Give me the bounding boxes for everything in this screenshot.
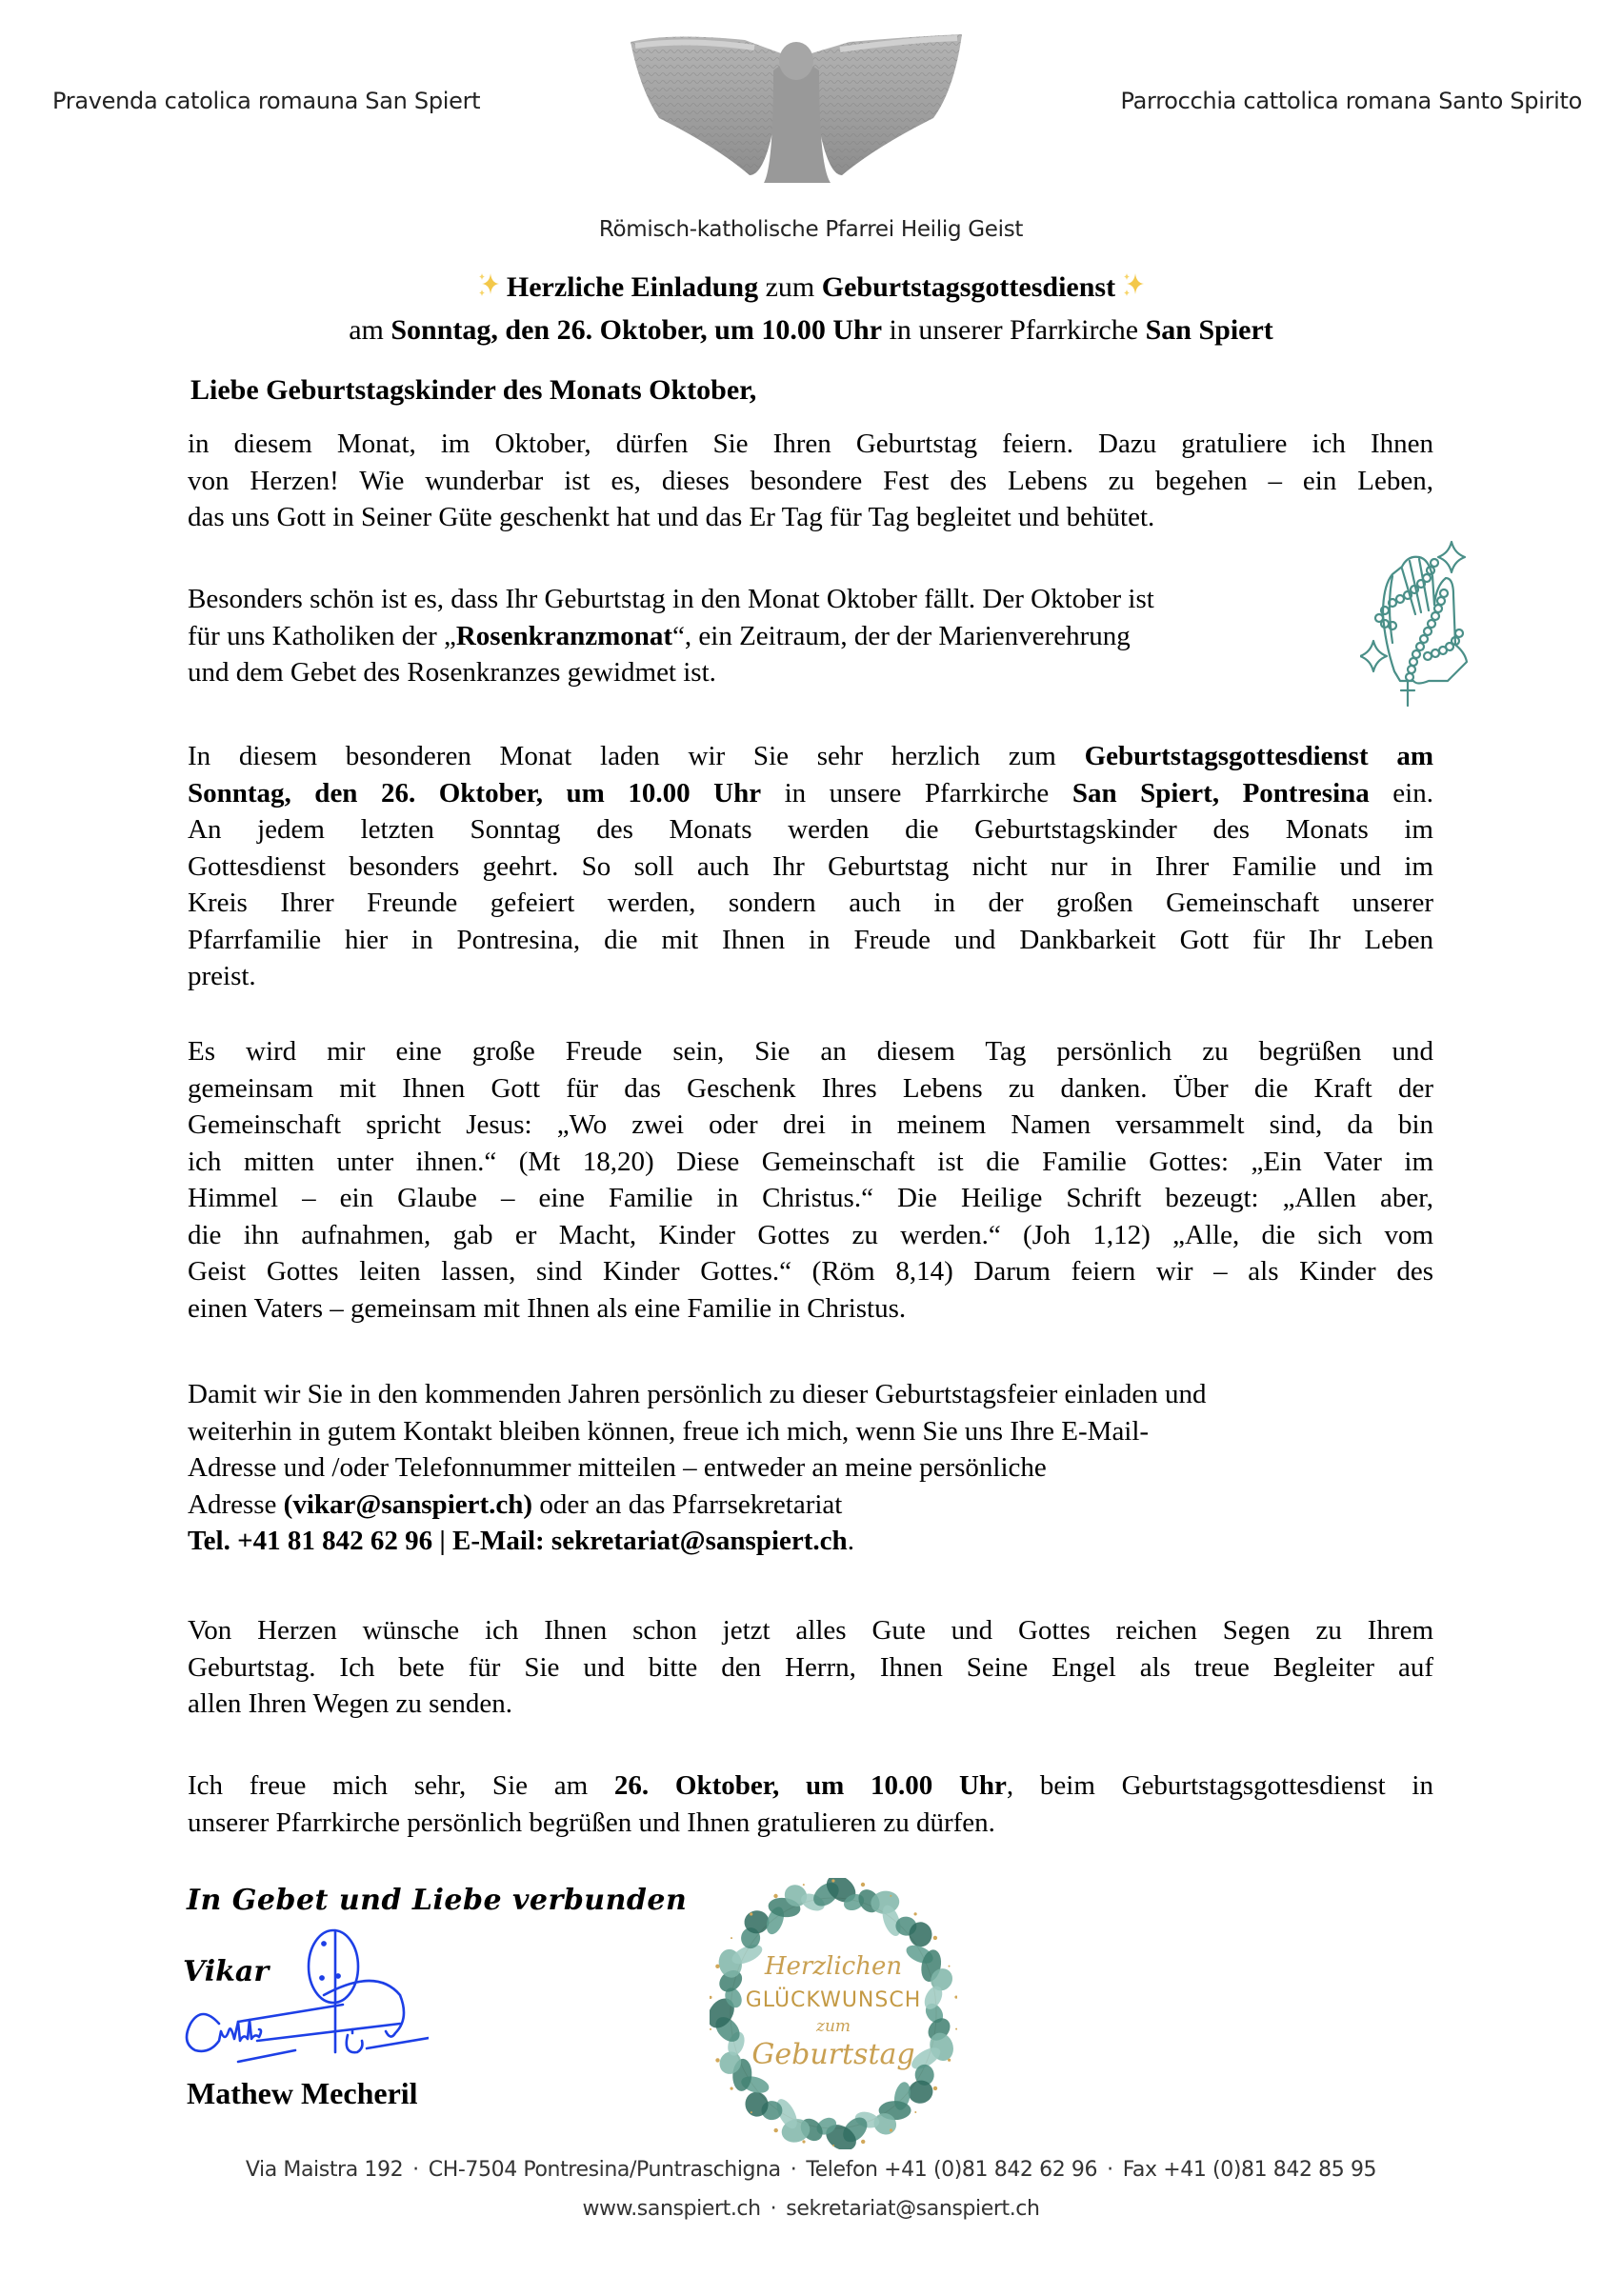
headline-connector: zum [758, 271, 822, 303]
text: , beim Geburtstagsgottesdienst in [1006, 1770, 1433, 1801]
separator: · [412, 2158, 419, 2182]
event-date: Sonntag, den 26. Oktober, um 10.00 Uhr [188, 777, 762, 809]
church-location: San Spiert, Pontresina [1071, 777, 1370, 809]
praying-hands-rosary-icon [1360, 538, 1476, 709]
footer-address: Via Maistra 192 [245, 2158, 404, 2182]
text: . [847, 1526, 854, 1556]
text-line: Besonders schön ist es, dass Ihr Geburtstag in den Monat Oktober fällt. Der Oktober ist [188, 584, 1154, 614]
text-line [188, 618, 1340, 655]
handwritten-signature-icon [181, 1928, 429, 2071]
paragraph-congratulations [188, 426, 1433, 536]
letter-greeting: Liebe Geburtstagskinder des Monats Oktober, [190, 374, 757, 406]
stone-dove-logo [631, 32, 962, 187]
paragraph-community [188, 1033, 1433, 1327]
separator: · [770, 2197, 777, 2221]
text: “, ein Zeitraum, der der Marienverehrung [672, 620, 1131, 651]
paragraph-closing [188, 1767, 1433, 1841]
signer-title: Vikar [183, 1955, 270, 1988]
paragraph-contact [188, 1376, 1433, 1560]
text-line [188, 775, 1433, 812]
invitation-date-line [0, 313, 1622, 348]
footer-city: CH-7504 Pontresina/Puntraschigna [428, 2158, 781, 2182]
rosary-month-term: Rosenkranzmonat [455, 620, 673, 651]
wreath-text-glueckwunsch: GLÜCKWUNSCH [745, 1988, 922, 2012]
wreath-text-geburtstag: Geburtstag [751, 2038, 915, 2071]
footer-fax: Fax +41 (0)81 842 85 95 [1122, 2158, 1377, 2182]
separator: · [1107, 2158, 1113, 2182]
paragraph-invitation [188, 738, 1433, 995]
text-line: gemeinsam mit Ihnen Gott für das Geschenk Ihres Lebens zu danken. Über die Kraft der [188, 1072, 1433, 1104]
text-line: Geist Gottes leiten lassen, sind Kinder Gottes.“ (Röm 8,14) Darum feiern wir – als Kinder des [188, 1256, 1433, 1287]
service-name: Geburtstagsgottesdienst am [1084, 741, 1433, 771]
text-line: einen Vaters – gemeinsam mit Ihnen als eine Familie in Christus. [188, 1292, 907, 1324]
headline-service: Geburtstagsgottesdienst [821, 271, 1116, 303]
text: oder an das Pfarrsekretariat [532, 1488, 843, 1520]
text-line: Von Herzen wünsche ich Ihnen schon jetzt alles Gute und Gottes reichen Segen zu Ihrem [188, 1615, 1433, 1646]
text: Adresse [188, 1488, 284, 1520]
closing-salutation: In Gebet und Liebe verbunden [187, 1884, 688, 1917]
footer-website-link[interactable]: www.sanspiert.ch [582, 2197, 761, 2221]
sparkles-icon [1121, 271, 1146, 300]
text: für uns Katholiken der „ [188, 620, 456, 651]
footer-phone[interactable]: Telefon +41 (0)81 842 62 96 [806, 2158, 1098, 2182]
text-line: das uns Gott in Seiner Güte geschenkt hat und das Er Tag für Tag begleitet und behütet. [188, 502, 1155, 532]
text: In diesem besonderen Monat laden wir Sie sehr herzlich zum [188, 741, 1085, 771]
text-line: von Herzen! Wie wunderbar ist es, dieses besondere Fest des Lebens zu begehen – ein Leben, [188, 465, 1433, 496]
text-line: unserer Pfarrkirche persönlich begrüßen und Ihnen gratulieren zu dürfen. [188, 1807, 995, 1838]
text-line: Gottesdienst besonders geehrt. So soll auch Ihr Geburtstag nicht nur in Ihrer Familie und im [188, 850, 1433, 882]
text-line: ich mitten unter ihnen.“ (Mt 18,20) Diese Gemeinschaft ist die Familie Gottes: „Ein Vater im [188, 1146, 1433, 1177]
paragraph-blessing [188, 1612, 1433, 1723]
separator: · [790, 2158, 797, 2182]
paragraph-rosary-month [188, 581, 1340, 691]
wreath-text-zum: zum [815, 2017, 851, 2036]
text-line: Gemeinschaft spricht Jesus: „Wo zwei oder drei in meinem Namen versammelt sind, da bin [188, 1109, 1433, 1140]
text-line: weiterhin in gutem Kontakt bleiben können, freue ich mich, wenn Sie uns Ihre E-Mail- [188, 1415, 1150, 1447]
wreath-text-herzlichen: Herzlichen [764, 1952, 903, 1981]
header-romansh-name: Pravenda catolica romauna San Spiert [52, 88, 481, 114]
text-line [188, 738, 1433, 775]
text: ein. [1369, 777, 1433, 809]
text: Ich freue mich sehr, Sie am [188, 1770, 614, 1801]
text-line: An jedem letzten Sonntag des Monats werden die Geburtstagskinder des Monats im [188, 814, 1433, 845]
text-line: in diesem Monat, im Oktober, dürfen Sie Ihren Geburtstag feiern. Dazu gratuliere ich Ihnen [188, 429, 1433, 459]
text: in unserer Pfarrkirche [882, 314, 1146, 346]
church-name: San Spiert [1145, 314, 1273, 346]
text-line [188, 1523, 1433, 1560]
text-line: Damit wir Sie in den kommenden Jahren persönlich zu dieser Geburtstagsfeier einladen und [188, 1379, 1207, 1409]
text-line: die ihn aufnahmen, gab er Macht, Kinder Gottes zu werden.“ (Joh 1,12) „Alle, die sich vom [188, 1219, 1433, 1250]
invitation-headline [0, 270, 1622, 305]
headline-invitation: Herzliche Einladung [506, 271, 759, 303]
birthday-wreath-image [710, 1878, 957, 2149]
sparkles-icon [476, 271, 501, 300]
text-line [188, 1487, 1433, 1524]
header-german-name: Römisch-katholische Pfarrei Heilig Geist [598, 217, 1024, 242]
text-line: preist. [188, 961, 256, 991]
vikar-email-link[interactable]: (vikar@sanspiert.ch) [283, 1488, 533, 1520]
text-line: Es wird mir eine große Freude sein, Sie an diesem Tag persönlich zu begrüßen und [188, 1036, 1433, 1067]
text-line: Geburtstag. Ich bete für Sie und bitte den Herrn, Ihnen Seine Engel als treue Begleiter auf [188, 1651, 1433, 1683]
text-line: Pfarrfamilie hier in Pontresina, die mit Ihnen in Freude und Dankbarkeit Gott für Ihr Leben [188, 924, 1433, 955]
text-line: und dem Gebet des Rosenkranzes gewidmet ist. [188, 657, 716, 688]
text-line: Adresse und /oder Telefonnummer mitteilen – entweder an meine persönliche [188, 1452, 1047, 1483]
signer-name: Mathew Mecheril [187, 2076, 418, 2110]
text-line: Kreis Ihrer Freunde gefeiert werden, sondern auch in der großen Gemeinschaft unserer [188, 888, 1433, 918]
footer-email-link[interactable]: sekretariat@sanspiert.ch [786, 2197, 1040, 2221]
text: in unsere Pfarrkirche [761, 777, 1072, 809]
header-italian-name: Parrocchia cattolica romana Santo Spirito [1120, 88, 1582, 114]
text-line: Himmel – ein Glaube – eine Familie in Christus.“ Die Heilige Schrift bezeugt: „Allen aber, [188, 1183, 1433, 1213]
event-date: 26. Oktober, um 10.00 Uhr [613, 1770, 1007, 1801]
footer-address-line [0, 2158, 1622, 2182]
footer-web-line [0, 2197, 1622, 2221]
text-line: allen Ihren Wegen zu senden. [188, 1688, 512, 1719]
text: am [349, 314, 391, 346]
event-date: Sonntag, den 26. Oktober, um 10.00 Uhr [390, 314, 883, 346]
wreath-text [710, 1878, 957, 2149]
text-line [188, 1767, 1433, 1805]
secretariat-contact[interactable]: Tel. +41 81 842 62 96 | E-Mail: sekretariat@sanspiert.ch [188, 1526, 848, 1556]
